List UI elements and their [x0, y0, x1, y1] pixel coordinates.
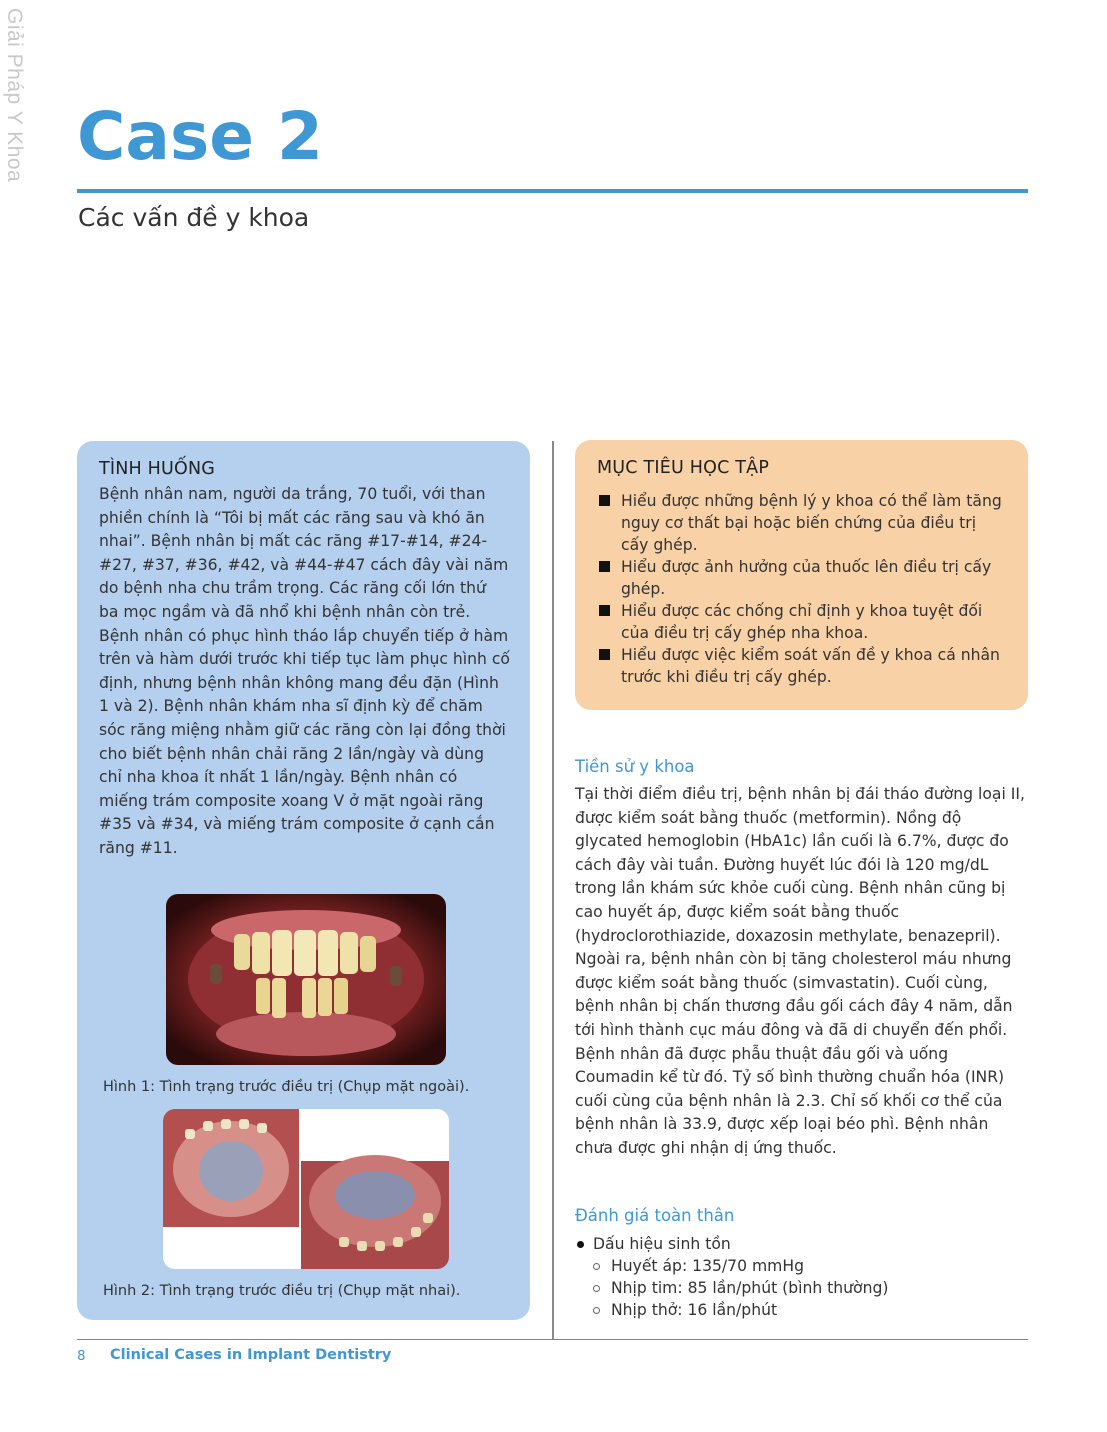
vital-signs-list — [575, 1233, 1027, 1321]
list-item: Nhịp tim: 85 lần/phút (bình thường) — [575, 1277, 1027, 1299]
figure2-caption: Hình 2: Tình trạng trước điều trị (Chụp mặt nhai). — [103, 1283, 461, 1299]
goal-item: Hiểu được các chống chỉ định y khoa tuyệt đối của điều trị cấy ghép nha khoa. — [597, 600, 1008, 644]
column-divider — [552, 441, 554, 1339]
mouth-occlusal-image — [163, 1109, 449, 1269]
goal-item: Hiểu được việc kiểm soát vấn đề y khoa cá nhân trước khi điều trị cấy ghép. — [597, 644, 1008, 688]
square-bullet-icon — [599, 495, 610, 506]
title-divider — [77, 189, 1028, 193]
side-watermark: Giải Pháp Y Khoa — [3, 8, 26, 183]
page-subtitle: Các vấn đề y khoa — [78, 203, 310, 232]
list-item: Dấu hiệu sinh tồn — [575, 1233, 1027, 1255]
case-box — [77, 441, 530, 1320]
case-box-heading: TÌNH HUỐNG — [99, 459, 216, 479]
case-description: Bệnh nhân nam, người da trắng, 70 tuổi, với than phiền chính là “Tôi bị mất các răng sau và khó ăn nhai”. Bệnh nhân bị mất các răng #17-#14, #24-#27, #37, #36, #42, và #44-#47 cách đây vài năm do bệnh nha chu trầm trọng. Các răng cối lớn thứ ba mọc ngầm và đã nhổ khi bệnh nhân còn trẻ. Bệnh nhân có phục hình tháo lắp chuyển tiếp ở hàm trên và hàm dưới trước khi tiếp tục làm phục hình cố định, nhưng bệnh nhân không mang đều đặn (Hình 1 và 2). Bệnh nhân khám nha sĩ định kỳ để chăm sóc răng miệng nhằm giữ các răng còn lại đồng thời cho biết bệnh nhân chải răng 2 lần/ngày và dùng chỉ nha khoa ít nhất 1 lần/ngày. Bệnh nhân có miếng trám composite xoang V ở mặt ngoài răng #35 và #34, và miếng trám composite ở cạnh cắn răng #11. — [99, 485, 510, 857]
goals-list — [597, 490, 1008, 688]
list-item: Nhịp thở: 16 lần/phút — [575, 1299, 1027, 1321]
bullet-icon — [577, 1241, 584, 1248]
medical-history-heading: Tiền sử y khoa — [575, 757, 695, 776]
list-item: Huyết áp: 135/70 mmHg — [575, 1255, 1027, 1277]
circle-bullet-icon — [593, 1285, 600, 1292]
page-title: Case 2 — [77, 98, 323, 175]
footer-divider — [77, 1339, 1028, 1340]
goals-heading: MỤC TIÊU HỌC TẬP — [597, 458, 770, 478]
goal-item: Hiểu được ảnh hưởng của thuốc lên điều trị cấy ghép. — [597, 556, 1008, 600]
page-number: 8 — [77, 1348, 86, 1364]
book-title: Clinical Cases in Implant Dentistry — [110, 1347, 392, 1363]
figure1-photo-frontal — [166, 894, 446, 1065]
circle-bullet-icon — [593, 1263, 600, 1270]
square-bullet-icon — [599, 605, 610, 616]
systemic-assessment-heading: Đánh giá toàn thân — [575, 1206, 735, 1225]
circle-bullet-icon — [593, 1307, 600, 1314]
square-bullet-icon — [599, 561, 610, 572]
medical-history-text: Tại thời điểm điều trị, bệnh nhân bị đái tháo đường loại II, được kiểm soát bằng thuốc (metformin). Nồng độ glycated hemoglobin (HbA1c) lần cuối là 6.7%, được đo cách đây vài tuần. Đường huyết lúc đói là 120 mg/dL trong lần khám sức khỏe cuối cùng. Bệnh nhân cũng bị cao huyết áp, được kiểm soát bằng thuốc (hydroclorothiazide, doxazosin methylate, benazepril). Ngoài ra, bệnh nhân còn bị tăng cholesterol máu nhưng được kiểm soát bằng thuốc (simvastatin). Cuối cùng, bệnh nhân bị chấn thương đầu gối cách đây 4 năm, dẫn tới hình thành cục máu đông và đã di chuyển đến phổi. Bệnh nhân đã được phẫu thuật đầu gối và uống Coumadin kể từ đó. Tỷ số bình thường chuẩn hóa (INR) cuối cùng của bệnh nhân là 2.3. Chỉ số khối cơ thể của bệnh nhân là 33.9, được xếp loại béo phì. Bệnh nhân chưa được ghi nhận dị ứng thuốc. — [575, 785, 1025, 1157]
goal-item: Hiểu được những bệnh lý y khoa có thể làm tăng nguy cơ thất bại hoặc biến chứng của điều trị cấy ghép. — [597, 490, 1008, 556]
learning-goals-box — [575, 440, 1028, 710]
square-bullet-icon — [599, 649, 610, 660]
figure2-photo-occlusal — [163, 1109, 449, 1269]
figure1-caption: Hình 1: Tình trạng trước điều trị (Chụp mặt ngoài). — [103, 1079, 470, 1095]
mouth-frontal-image — [166, 894, 446, 1065]
